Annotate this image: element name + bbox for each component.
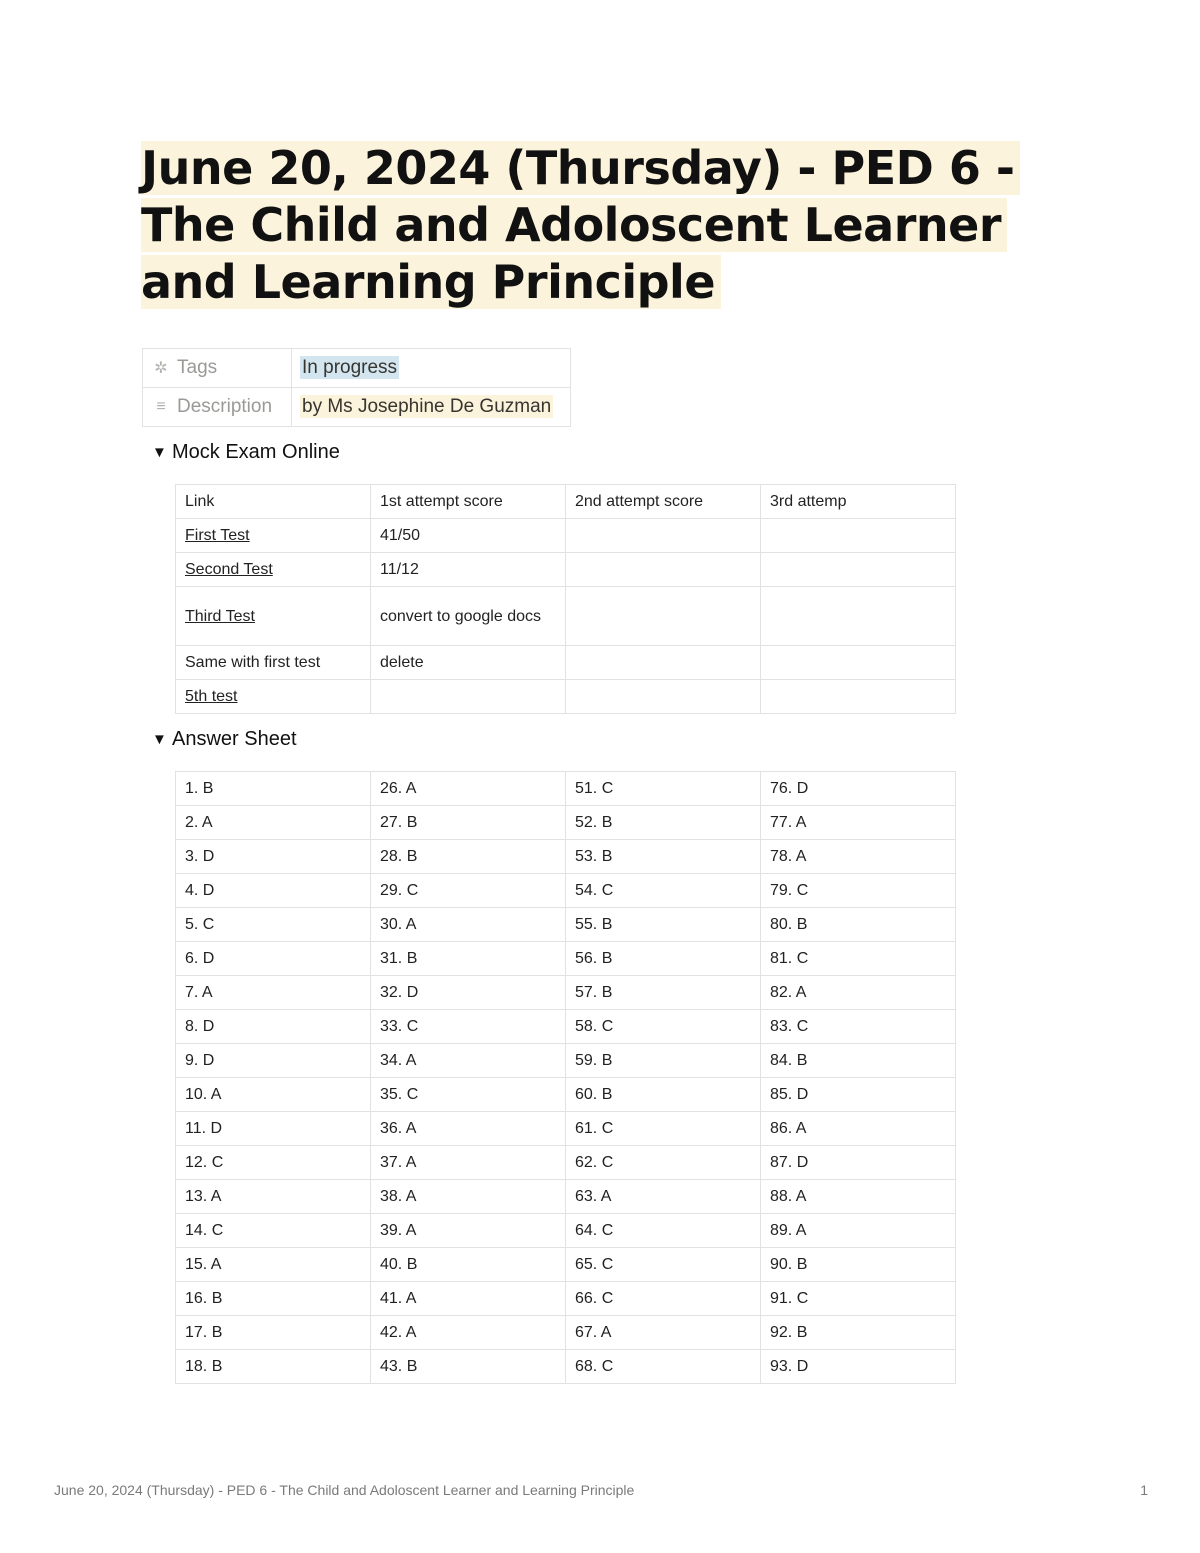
table-row (176, 1010, 956, 1044)
answer-cell: 32. D (371, 976, 566, 1010)
answer-cell: 89. A (761, 1214, 956, 1248)
tags-property-value[interactable] (292, 349, 571, 388)
toggle-mock-exam-label: Mock Exam Online (172, 441, 340, 463)
answer-cell: 78. A (761, 840, 956, 874)
answer-cell: 88. A (761, 1180, 956, 1214)
link-cell: Same with first test (176, 646, 371, 680)
answer-cell: 16. B (176, 1282, 371, 1316)
status-tag[interactable]: In progress (302, 357, 398, 378)
tags-property-label (143, 349, 292, 388)
score-cell (566, 680, 761, 714)
answer-cell: 91. C (761, 1282, 956, 1316)
answer-cell: 35. C (371, 1078, 566, 1112)
table-row (176, 1078, 956, 1112)
answer-cell: 55. B (566, 908, 761, 942)
triangle-down-icon[interactable]: ▼ (152, 444, 167, 461)
score-cell (566, 646, 761, 680)
description-text[interactable]: by Ms Josephine De Guzman (302, 396, 552, 417)
table-row (176, 519, 956, 553)
answer-cell: 28. B (371, 840, 566, 874)
score-cell: 11/12 (371, 553, 566, 587)
toggle-mock-exam[interactable] (152, 441, 340, 464)
link-cell (176, 519, 371, 553)
table-row (176, 680, 956, 714)
second-test-link[interactable]: Second Test (185, 560, 273, 578)
answer-cell: 57. B (566, 976, 761, 1010)
loading-spinner-icon: ✲ (154, 359, 168, 377)
answer-cell: 7. A (176, 976, 371, 1010)
answer-cell: 62. C (566, 1146, 761, 1180)
answer-cell: 54. C (566, 874, 761, 908)
score-cell: 41/50 (371, 519, 566, 553)
table-row (176, 874, 956, 908)
answer-cell: 63. A (566, 1180, 761, 1214)
table-row (176, 908, 956, 942)
mock-exam-table (175, 484, 956, 714)
answer-cell: 37. A (371, 1146, 566, 1180)
answer-cell: 18. B (176, 1350, 371, 1384)
answer-cell: 68. C (566, 1350, 761, 1384)
answer-cell: 14. C (176, 1214, 371, 1248)
score-cell (566, 519, 761, 553)
score-cell (566, 587, 761, 646)
description-property-label (143, 388, 292, 427)
answer-cell: 31. B (371, 942, 566, 976)
table-row (176, 942, 956, 976)
answer-cell: 90. B (761, 1248, 956, 1282)
page-title-text: June 20, 2024 (Thursday) - PED 6 - The Child and Adoloscent Learner and Learning Principle (141, 141, 1020, 309)
table-row (176, 1146, 956, 1180)
table-row (176, 1350, 956, 1384)
table-row (176, 976, 956, 1010)
answer-cell: 3. D (176, 840, 371, 874)
table-row (176, 1214, 956, 1248)
text-lines-icon: ≡ (156, 397, 166, 415)
answer-cell: 36. A (371, 1112, 566, 1146)
table-row (176, 1316, 956, 1350)
answer-cell: 9. D (176, 1044, 371, 1078)
answer-cell: 81. C (761, 942, 956, 976)
answer-cell: 13. A (176, 1180, 371, 1214)
first-test-link[interactable]: First Test (185, 526, 250, 544)
answer-cell: 12. C (176, 1146, 371, 1180)
answer-cell: 51. C (566, 772, 761, 806)
answer-cell: 6. D (176, 942, 371, 976)
answer-cell: 1. B (176, 772, 371, 806)
answer-cell: 67. A (566, 1316, 761, 1350)
answer-cell: 64. C (566, 1214, 761, 1248)
answer-cell: 85. D (761, 1078, 956, 1112)
link-cell (176, 553, 371, 587)
answer-cell: 92. B (761, 1316, 956, 1350)
page-title (141, 140, 1061, 311)
answer-cell: 29. C (371, 874, 566, 908)
score-cell (761, 553, 956, 587)
answer-cell: 2. A (176, 806, 371, 840)
answer-cell: 53. B (566, 840, 761, 874)
properties-table (142, 348, 571, 427)
answer-cell: 43. B (371, 1350, 566, 1384)
answer-cell: 58. C (566, 1010, 761, 1044)
answer-cell: 4. D (176, 874, 371, 908)
answer-cell: 61. C (566, 1112, 761, 1146)
table-row (176, 840, 956, 874)
score-cell (761, 519, 956, 553)
table-row (176, 772, 956, 806)
header-cell: 3rd attemp (761, 485, 956, 519)
score-cell (761, 646, 956, 680)
answer-cell: 38. A (371, 1180, 566, 1214)
answer-cell: 41. A (371, 1282, 566, 1316)
answer-cell: 42. A (371, 1316, 566, 1350)
answer-cell: 84. B (761, 1044, 956, 1078)
table-row (176, 1180, 956, 1214)
triangle-down-icon[interactable]: ▼ (152, 731, 167, 748)
table-row (176, 1112, 956, 1146)
answer-cell: 39. A (371, 1214, 566, 1248)
table-row (176, 646, 956, 680)
tags-label: Tags (177, 357, 218, 378)
score-cell: convert to google docs (371, 587, 566, 646)
answer-cell: 65. C (566, 1248, 761, 1282)
answer-cell: 15. A (176, 1248, 371, 1282)
answer-cell: 52. B (566, 806, 761, 840)
link-cell (176, 680, 371, 714)
score-cell (566, 553, 761, 587)
table-row (176, 1282, 956, 1316)
table-row (176, 1044, 956, 1078)
answer-cell: 8. D (176, 1010, 371, 1044)
answer-cell: 34. A (371, 1044, 566, 1078)
score-cell (371, 680, 566, 714)
fifth-test-link[interactable]: 5th test (185, 687, 238, 705)
toggle-answer-sheet-label: Answer Sheet (172, 728, 297, 750)
answer-cell: 87. D (761, 1146, 956, 1180)
answer-cell: 10. A (176, 1078, 371, 1112)
answer-sheet-table (175, 771, 956, 1384)
property-row-tags (143, 349, 571, 388)
answer-cell: 82. A (761, 976, 956, 1010)
answer-cell: 40. B (371, 1248, 566, 1282)
answer-cell: 27. B (371, 806, 566, 840)
answer-cell: 76. D (761, 772, 956, 806)
table-header-row (176, 485, 956, 519)
answer-cell: 77. A (761, 806, 956, 840)
score-cell: delete (371, 646, 566, 680)
answer-cell: 83. C (761, 1010, 956, 1044)
answer-cell: 66. C (566, 1282, 761, 1316)
header-cell: 2nd attempt score (566, 485, 761, 519)
answer-cell: 11. D (176, 1112, 371, 1146)
answer-cell: 59. B (566, 1044, 761, 1078)
description-property-value[interactable] (292, 388, 571, 427)
description-label: Description (177, 396, 273, 417)
score-cell (761, 587, 956, 646)
answer-cell: 30. A (371, 908, 566, 942)
answer-cell: 60. B (566, 1078, 761, 1112)
answer-cell: 80. B (761, 908, 956, 942)
answer-cell: 26. A (371, 772, 566, 806)
link-cell (176, 587, 371, 646)
table-row (176, 1248, 956, 1282)
answer-cell: 93. D (761, 1350, 956, 1384)
answer-cell: 79. C (761, 874, 956, 908)
score-cell (761, 680, 956, 714)
third-test-link[interactable]: Third Test (185, 607, 255, 625)
table-row (176, 806, 956, 840)
answer-cell: 33. C (371, 1010, 566, 1044)
answer-cell: 56. B (566, 942, 761, 976)
header-cell: 1st attempt score (371, 485, 566, 519)
answer-cell: 86. A (761, 1112, 956, 1146)
table-row (176, 553, 956, 587)
table-row (176, 587, 956, 646)
answer-cell: 17. B (176, 1316, 371, 1350)
header-cell: Link (176, 485, 371, 519)
property-row-description (143, 388, 571, 427)
page-number: 1 (1140, 1482, 1148, 1498)
answer-cell: 5. C (176, 908, 371, 942)
page-footer: June 20, 2024 (Thursday) - PED 6 - The Child and Adoloscent Learner and Learning Principle (54, 1482, 635, 1498)
toggle-answer-sheet[interactable] (152, 728, 297, 751)
